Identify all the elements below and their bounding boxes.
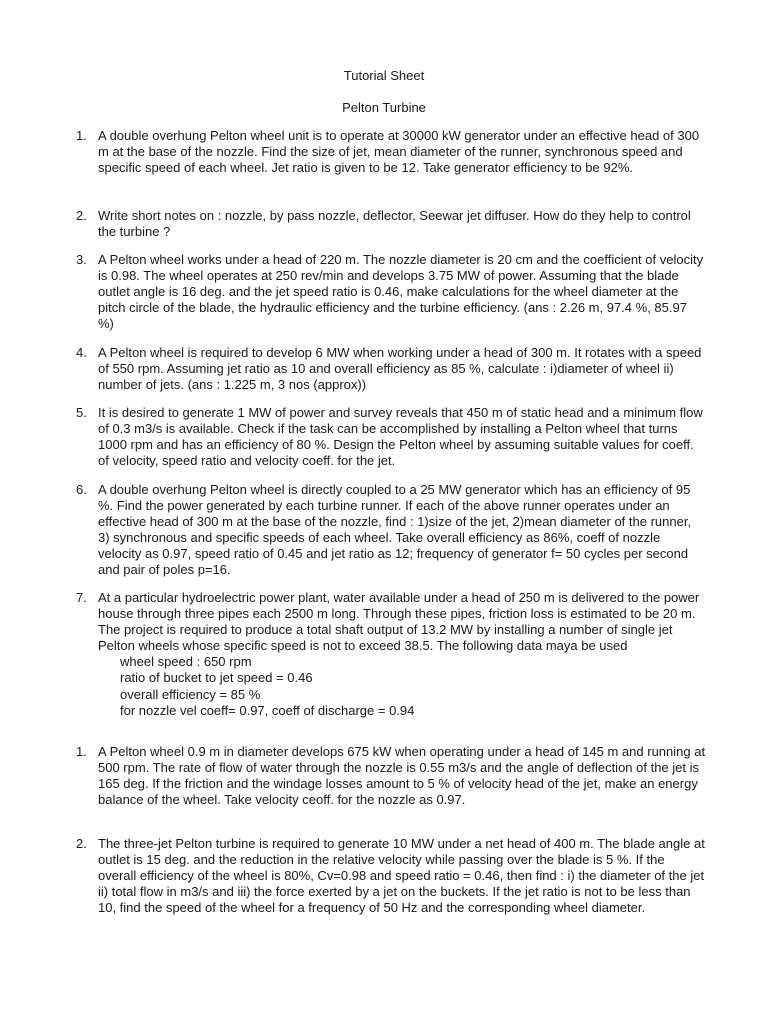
question-text: The three-jet Pelton turbine is required to generate 10 MW under a net head of 400 m. The blade angle at outlet is 15 deg. and the reduction in the relative velocity while passing over the blade is 5 %. If the overall efficiency of the wheel is 80%, Cv=0.98 and speed ratio = 0.46, then find : i) the diameter of the jet ii) total flow in m3/s and iii) the force exerted by a jet on the buckets. If the jet ratio is not to be less than 10, find the speed of the wheel for a frequency of 50 Hz and the corresponding wheel diameter. [98,836,705,916]
question-number: 3. [76,252,87,267]
page-title: Tutorial Sheet [343,68,425,83]
question-text: It is desired to generate 1 MW of power and survey reveals that 450 m of static head and a minimum flow of 0.3 m3/s is available. Check if the task can be accomplished by installing a Pelton wheel that turns 1000 rpm and has an efficiency of 80 %. Design the Pelton wheel by assuming suitable values for coeff. of velocity, speed ratio and velocity coeff. for the jet. [98,405,703,469]
question-text: A double overhung Pelton wheel is directly coupled to a 25 MW generator which has an efficiency of 95 %. Find the power generated by each turbine runner. If each of the above runner operates under an effective head of 300 m at the base of the nozzle, find : 1)size of the jet, 2)mean diameter of the runner, 3) synchronous and specific speeds of each wheel. Take overall efficiency as 86%, coeff of nozzle velocity as 0.97, speed ratio of 0.45 and jet ratio as 12; frequency of generator f= 50 cycles per second and pair of poles p=16. [98,482,692,578]
question-number: 1. [76,128,87,143]
question-item [76,128,706,176]
question-item [76,744,706,808]
question-number: 7. [76,590,87,605]
question-item [76,345,706,393]
question-text: A Pelton wheel 0.9 m in diameter develops 675 kW when operating under a head of 145 m and running at 500 rpm. The rate of flow of water through the nozzle is 0.55 m3/s and the angle of deflection of the jet is 165 deg. If the friction and the windage losses amount to 5 % of velocity head of the jet, make an energy balance of the wheel. Take velocity ceoff. for the nozzle as 0.97. [98,744,706,808]
question-item [76,405,706,469]
question-number: 2. [76,208,87,223]
question-text: Write short notes on : nozzle, by pass nozzle, deflector, Seewar jet diffuser. How do they help to control the turbine ? [98,208,691,240]
data-list-item: ratio of bucket to jet speed = 0.46 [120,670,313,686]
data-list-item: overall efficiency = 85 % [120,686,261,702]
question-text: A Pelton wheel works under a head of 220 m. The nozzle diameter is 20 cm and the coefficient of velocity is 0.98. The wheel operates at 250 rev/min and develops 3.75 MW of power. Assuming that the blade outlet angle is 16 deg. and the jet speed ratio is 0.46, make calculations for the wheel diameter at the pitch circle of the blade, the hydraulic efficiency and the turbine efficiency. (ans : 2.26 m, 97.4 %, 85.97 %) [98,252,704,332]
question-number: 2. [76,836,87,851]
page-subtitle: Pelton Turbine [342,100,426,115]
data-list-item: for nozzle vel coeff= 0.97, coeff of discharge = 0.94 [120,702,415,718]
question-number: 6. [76,482,87,497]
question-number: 5. [76,405,87,420]
question-item [76,252,706,332]
question-item [76,590,706,719]
data-list-item: wheel speed : 650 rpm [120,654,252,670]
question-item [76,836,706,916]
question-number: 4. [76,345,87,360]
question-item [76,208,706,240]
question-text: A Pelton wheel is required to develop 6 MW when working under a head of 300 m. It rotates with a speed of 550 rpm. Assuming jet ratio as 10 and overall efficiency as 85 %, calculate : i)diameter of wheel ii) number of jets. (ans : 1.225 m, 3 nos (approx)) [98,345,702,393]
question-text: A double overhung Pelton wheel unit is to operate at 30000 kW generator under an effective head of 300 m at the base of the nozzle. Find the size of jet, mean diameter of the runner, synchronous speed and specific speed of each wheel. Jet ratio is given to be 12. Take generator efficiency to be 92%. [98,128,700,176]
question-number: 1. [76,744,87,759]
question-text: At a particular hydroelectric power plant, water available under a head of 250 m is delivered to the power house through three pipes each 2500 m long. Through these pipes, friction loss is estimated to be 20 m. The project is required to produce a total shaft output of 13.2 MW by installing a number of single jet Pelton wheels whose specific speed is not to exceed 38.5. The following data maya be used [98,590,700,654]
question-item [76,482,706,579]
